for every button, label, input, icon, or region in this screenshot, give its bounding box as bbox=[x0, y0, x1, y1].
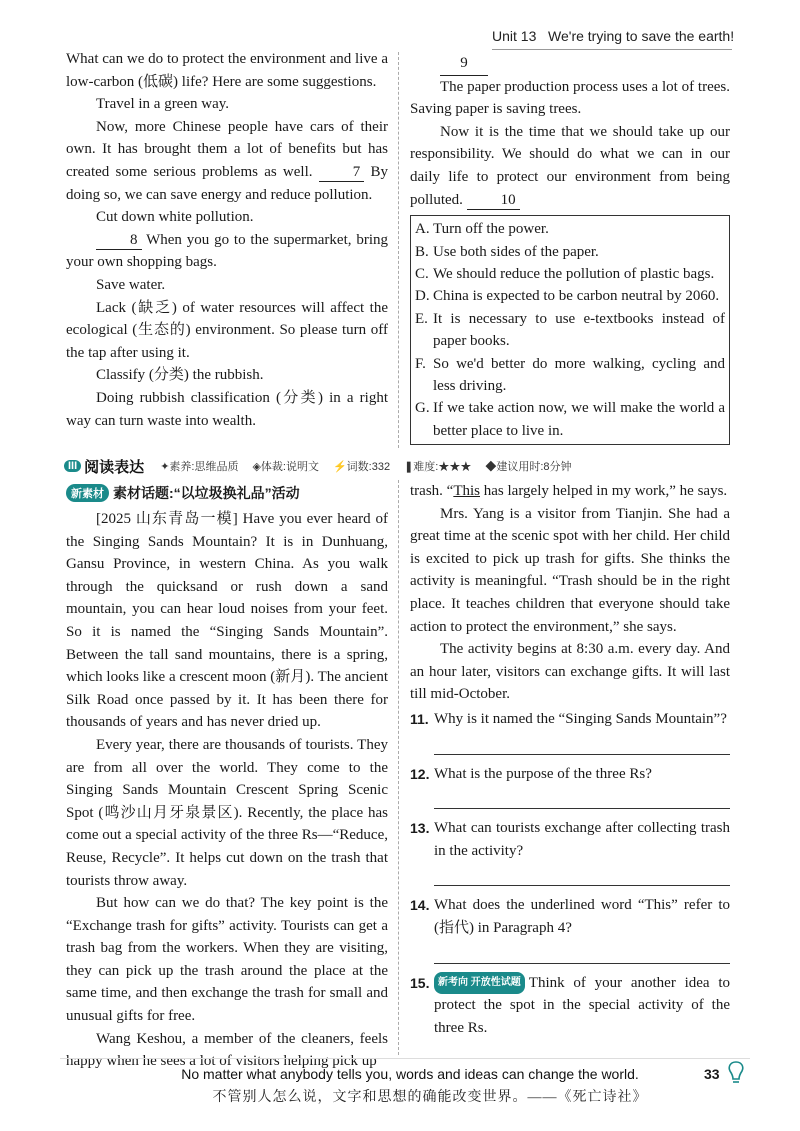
answer-line-11[interactable] bbox=[434, 731, 730, 755]
passage-paragraph-3: But how can we do that? The key point is the “Exchange trash for gifts” activity. Tourists can get a trash bag from the workers. When they are visiting, they can pick up the trash around the place at the same time, and then exchange the trash for small and unusual gifts for free. bbox=[66, 895, 388, 1025]
reading-passage-left bbox=[66, 508, 388, 1073]
lightbulb-icon bbox=[724, 1060, 748, 1086]
passage-paragraph-1: [2025 山东青岛一模] Have you ever heard of the Singing Sands Mountain? It is in Dunhuang, Gansu Province, in western China. As you walk through the quicksand or rush down a sand mountain, you can hear loud noises from your feet. So it is named the “Singing Sands Mountain”. Between the tall sand mountains, there is a spring, which looks like a crescent moon (新月). The ancient Silk Road once passed by it. It has been there for thousands of years and has never dried up. bbox=[66, 511, 388, 731]
answer-line-14[interactable] bbox=[434, 940, 730, 964]
answer-line-13[interactable] bbox=[434, 862, 730, 886]
passage-paragraph-5: Mrs. Yang is a visitor from Tianjin. She had a great time at the scenic spot with her child. Her child is excited to pick up trash for gifts. She thinks the activity is meaningful. “Trash should be in the right place. It teaches children that everyone should take action to protect the environment,” she says. bbox=[410, 505, 730, 635]
column-divider-bottom bbox=[398, 480, 399, 1055]
column-divider-top bbox=[398, 52, 399, 448]
intro-paragraph: What can we do to protect the environment and live a low-carbon (低碳) life? Here are some suggestions. bbox=[66, 51, 388, 90]
blank-10[interactable]: 10 bbox=[467, 191, 520, 210]
unit-number: Unit 13 bbox=[492, 28, 537, 44]
meta-time: ◆建议用时:8分钟 bbox=[485, 461, 572, 473]
underlined-this: This bbox=[453, 483, 480, 499]
option-d: D. China is expected to be carbon neutral by 2060. bbox=[415, 288, 720, 305]
question-12: 12. What is the purpose of the three Rs? bbox=[410, 765, 652, 782]
option-c: C. We should reduce the pollution of plastic bags. bbox=[415, 265, 715, 282]
footer-divider bbox=[60, 1058, 750, 1059]
new-material-badge: 新素材 bbox=[66, 484, 109, 502]
responsibility-text: Now it is the time that we should take up our responsibility. We should do what we can in our daily life to protect our environment from being polluted. bbox=[410, 123, 730, 208]
passage-paragraph-2: Every year, there are thousands of tourists. They are from all over the world. They come to the Singing Sands Mountain Crescent Spring Scenic Spot (鸣沙山月牙泉景区). Recently, the place has come out a special activity of the three Rs—“Reduce, Reuse, Recycle”. It helps cut down on the trash that tourists throw away. bbox=[66, 736, 388, 889]
white-text: When you go to the supermarket, bring your own shopping bags. bbox=[66, 231, 388, 271]
question-14: 14. What does the underlined word “This” refer to (指代) in Paragraph 4? bbox=[410, 897, 730, 936]
section-bar bbox=[64, 455, 734, 477]
heading-white-pollution: Cut down white pollution. bbox=[96, 209, 254, 226]
topic-text: 素材话题:“以垃圾换礼品”活动 bbox=[113, 485, 300, 501]
paragraph-responsibility bbox=[410, 121, 730, 211]
option-f: F. So we'd better do more walking, cycling and less driving. bbox=[415, 355, 725, 394]
travel-text-a: Now, more Chinese people have cars of their own. It has brought them a lot of benefits but has created some serious problems as well. bbox=[66, 118, 388, 180]
paragraph-save-water: Lack (缺乏) of water resources will affect the ecological (生态的) environment. So please turn off the tap after using it. bbox=[66, 299, 388, 361]
paragraph-white-pollution bbox=[66, 229, 388, 274]
answer-line-12[interactable] bbox=[434, 785, 730, 809]
reading-passage-right bbox=[410, 480, 730, 1040]
heading-travel: Travel in a green way. bbox=[96, 96, 230, 113]
footer-quote: No matter what anybody tells you, words and ideas can change the world. bbox=[181, 1066, 639, 1082]
new-direction-badge: 新考向 开放性试题 bbox=[434, 972, 525, 995]
unit-header bbox=[492, 28, 735, 50]
option-e: E. It is necessary to use e-textbooks instead of paper books. bbox=[415, 310, 725, 350]
blank-8[interactable]: 8 bbox=[96, 231, 142, 250]
section-title: 阅读表达 bbox=[84, 458, 145, 476]
heading-save-water: Save water. bbox=[96, 276, 166, 293]
footer-quote-chinese: 不管别人怎么说，文字和思想的确能改变世界。——《死亡诗社》 bbox=[212, 1090, 648, 1105]
option-b: B. Use both sides of the paper. bbox=[415, 243, 599, 260]
section-number: III bbox=[64, 460, 81, 472]
option-a: A. Turn off the power. bbox=[415, 221, 549, 238]
page-number: 33 bbox=[704, 1066, 720, 1082]
question-11: 11. Why is it named the “Singing Sands Mountain”? bbox=[410, 710, 727, 727]
passage-paragraph-6: The activity begins at 8:30 a.m. every day. And an hour later, visitors can exchange gifts. It will last till mid-October. bbox=[410, 641, 730, 703]
passage-paragraph-4: Wang Keshou, a member of the cleaners, feels happy when he sees a lot of visitors helping pick up bbox=[66, 1030, 388, 1070]
unit-title: We're trying to save the earth! bbox=[548, 28, 735, 44]
meta-difficulty: ❚难度:★★★ bbox=[404, 461, 472, 473]
paragraph-travel bbox=[66, 116, 388, 206]
passage-paragraph-4-cont: trash. “This has largely helped in my work,” he says. bbox=[410, 483, 728, 499]
paragraph-classify: Doing rubbish classification (分类) in a right way can turn waste into wealth. bbox=[66, 389, 388, 429]
cloze-passage-left bbox=[66, 48, 388, 432]
meta-genre: ◈体裁:说明文 bbox=[252, 461, 319, 473]
question-13: 13. What can tourists exchange after collecting trash in the activity? bbox=[410, 820, 730, 859]
paragraph-paper: The paper production process uses a lot of trees. Saving paper is saving trees. bbox=[410, 78, 730, 118]
meta-words: ⚡词数:332 bbox=[332, 461, 391, 473]
topic-line bbox=[66, 482, 386, 504]
cloze-passage-right bbox=[410, 52, 730, 445]
option-g: G. If we take action now, we will make the world a better place to live in. bbox=[415, 400, 725, 439]
meta-literacy: ✦素养:思维品质 bbox=[160, 461, 239, 473]
blank-7[interactable]: 7 bbox=[319, 163, 365, 182]
heading-classify: Classify (分类) the rubbish. bbox=[96, 367, 264, 384]
travel-text-b: By doing so, we can save energy and reduce pollution. bbox=[66, 163, 388, 203]
options-box bbox=[410, 215, 730, 445]
blank-9[interactable]: 9 bbox=[440, 52, 488, 76]
question-15: 15. 新考向 开放性试题 Think of your another idea to protect the spot in the special activity of the three Rs. bbox=[410, 972, 730, 1040]
